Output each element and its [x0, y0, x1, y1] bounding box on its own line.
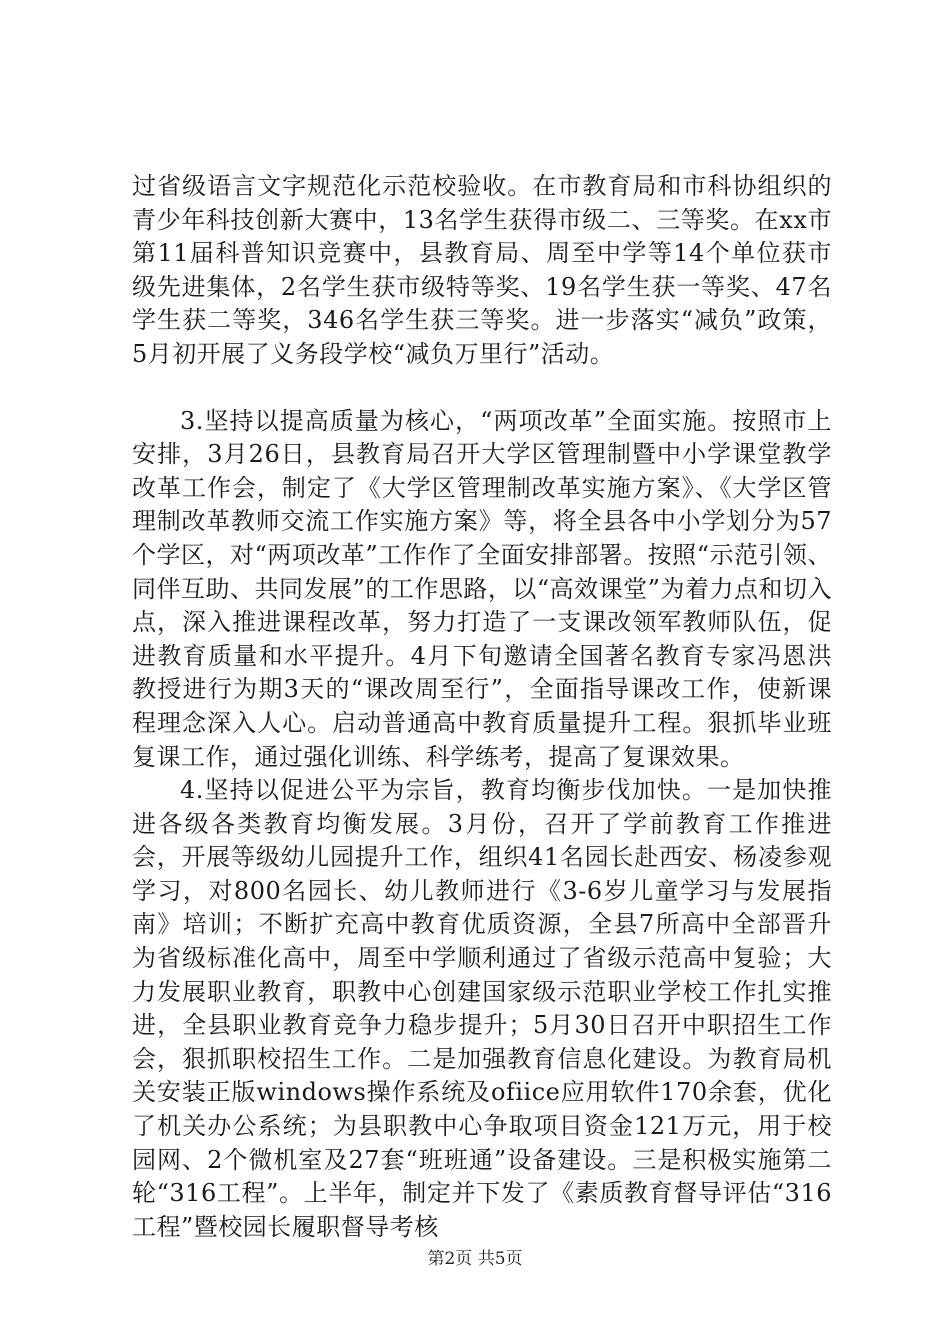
- document-body: [132, 170, 832, 1244]
- paragraph-continuation: 过省级语言文字规范化示范校验收。在市教育局和市科协组织的青少年科技创新大赛中，13名学生获得市级二、三等奖。在xx市第11届科普知识竞赛中，县教育局、周至中学等14个单位获市级先进集体，2名学生获市级特等奖、19名学生获一等奖、47名学生获二等奖，346名学生获三等奖。进一步落实“减负”政策，5月初开展了义务段学校“减负万里行”活动。: [132, 172, 832, 368]
- page-number-footer: 第2页 共5页: [427, 1249, 523, 1269]
- paragraph-education-equity: 4.坚持以促进公平为宗旨，教育均衡步伐加快。一是加快推进各级各类教育均衡发展。3月份，召开了学前教育工作推进会，开展等级幼儿园提升工作，组织41名园长赴西安、杨凌参观学习，对800名园长、幼儿教师进行《3-6岁儿童学习与发展指南》培训；不断扩充高中教育优质资源，全县7所高中全部晋升为省级标准化高中，周至中学顺利通过了省级示范高中复验；大力发展职业教育，职教中心创建国家级示范职业学校工作扎实推进，全县职业教育竞争力稳步提升；5月30日召开中职招生工作会，狠抓职校招生工作。二是加强教育信息化建设。为教育局机关安装正版windows操作系统及ofiice应用软件170余套，优化了机关办公系统；为县职教中心争取项目资金121万元，用于校园网、2个微机室及27套“班班通”设备建设。三是积极实施第二轮“316工程”。上半年，制定并下发了《素质教育督导评估“316工程”暨校园长履职督导考核: [132, 776, 832, 1241]
- paragraph-quality-reform: 3.坚持以提高质量为核心，“两项改革”全面实施。按照市上安排，3月26日，县教育局召开大学区管理制暨中小学课堂教学改革工作会，制定了《大学区管理制改革实施方案》、《大学区管理制改革教师交流工作实施方案》等，将全县各中小学划分为57个学区，对“两项改革”工作作了全面安排部署。按照“示范引领、同伴互助、共同发展”的工作思路，以“高效课堂”为着力点和切入点，深入推进课程改革，努力打造了一支课改领军教师队伍，促进教育质量和水平提升。4月下旬邀请全国著名教育专家冯恩洪教授进行为期3天的“课改周至行”，全面指导课改工作，使新课程理念深入人心。启动普通高中教育质量提升工程。狠抓毕业班复课工作，通过强化训练、科学练考，提高了复课效果。: [132, 406, 832, 771]
